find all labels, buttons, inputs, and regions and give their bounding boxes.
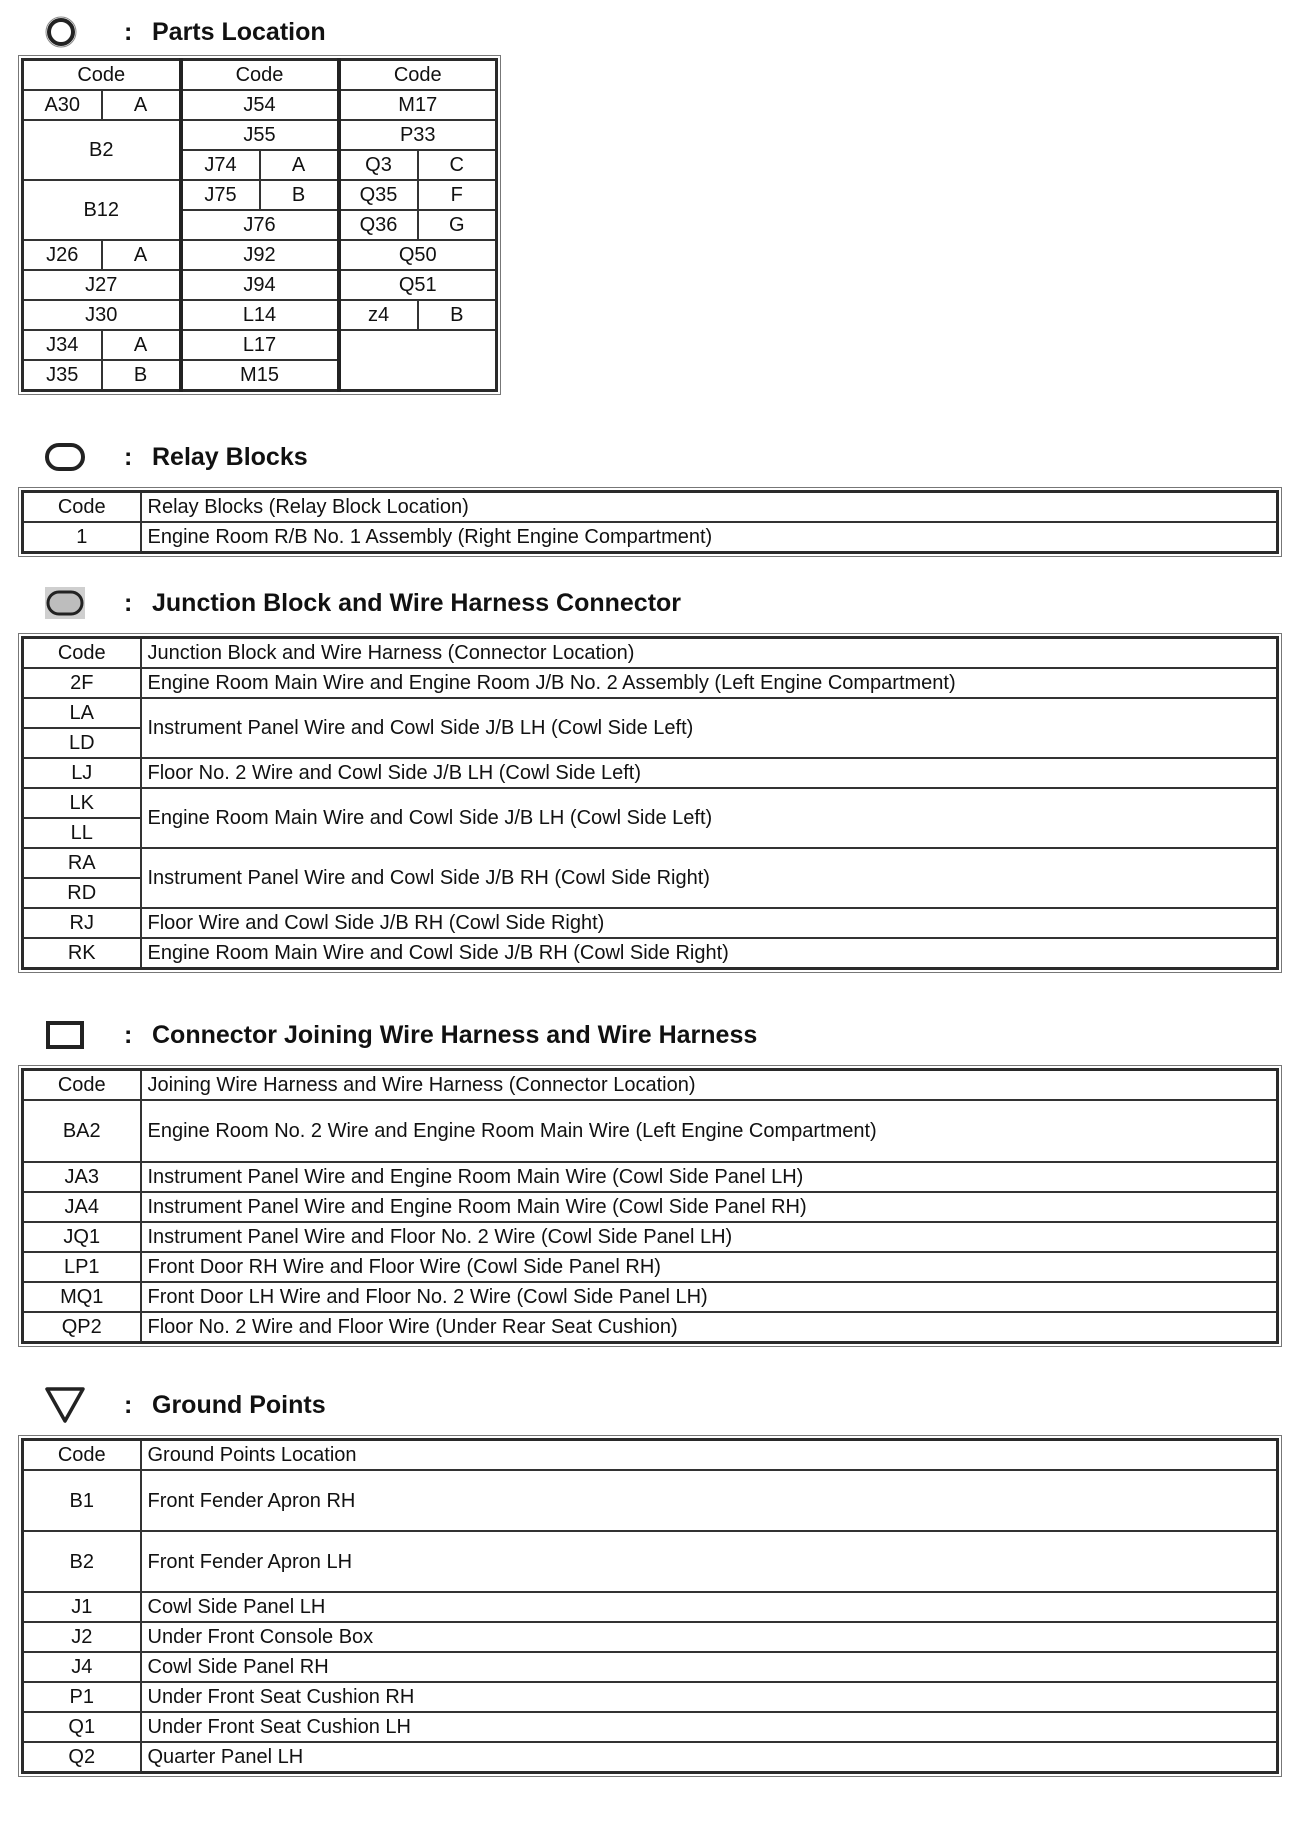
table-row: [23, 1162, 1278, 1192]
code-cell: J54: [181, 90, 339, 120]
code-cell: J34: [23, 330, 102, 360]
desc-header: Junction Block and Wire Harness (Connector Location): [141, 638, 1278, 669]
code-cell: BA2: [23, 1100, 141, 1162]
parts-location-table: [21, 58, 498, 392]
header-colon: :: [124, 589, 133, 617]
table-row: [23, 1312, 1278, 1343]
desc-cell: Engine Room Main Wire and Engine Room J/B No. 2 Assembly (Left Engine Compartment): [141, 668, 1278, 698]
code-cell: Q2: [23, 1742, 141, 1773]
table-row: [23, 698, 1278, 728]
code-cell: JQ1: [23, 1222, 141, 1252]
desc-cell: Instrument Panel Wire and Floor No. 2 Wire (Cowl Side Panel LH): [141, 1222, 1278, 1252]
desc-cell: Front Door RH Wire and Floor Wire (Cowl Side Panel RH): [141, 1252, 1278, 1282]
header-colon: :: [124, 1391, 133, 1419]
code-cell: A30: [23, 90, 102, 120]
code-cell: P1: [23, 1682, 141, 1712]
code-header: Code: [23, 1070, 141, 1101]
table-row: [23, 1712, 1278, 1742]
table-row: [23, 90, 497, 120]
section-title: Parts Location: [152, 18, 326, 46]
code-cell: LJ: [23, 758, 141, 788]
section-title: Relay Blocks: [152, 443, 308, 471]
code-cell: RJ: [23, 908, 141, 938]
table-row: [23, 758, 1278, 788]
code-header: Code: [23, 60, 181, 91]
code-cell: J4: [23, 1652, 141, 1682]
table-row: [23, 300, 497, 330]
code-header: Code: [23, 638, 141, 669]
section-title: Connector Joining Wire Harness and Wire Harness: [152, 1021, 758, 1049]
code-cell: 1: [23, 522, 141, 553]
desc-header: Relay Blocks (Relay Block Location): [141, 492, 1278, 523]
code-cell: J1: [23, 1592, 141, 1622]
table-row: [23, 1652, 1278, 1682]
empty-cell: [339, 330, 497, 391]
shaded-rounded-rect-icon: [44, 586, 86, 620]
code-cell: LL: [23, 818, 141, 848]
code-cell: M15: [181, 360, 339, 391]
code-cell: RK: [23, 938, 141, 969]
table-row: [23, 1070, 1278, 1101]
table-row: [23, 1440, 1278, 1471]
table-row: [23, 180, 497, 210]
sub-cell: A: [102, 240, 181, 270]
table-row: [23, 1742, 1278, 1773]
desc-cell: Engine Room No. 2 Wire and Engine Room Main Wire (Left Engine Compartment): [141, 1100, 1278, 1162]
code-cell: RD: [23, 878, 141, 908]
desc-cell: Instrument Panel Wire and Cowl Side J/B RH (Cowl Side Right): [141, 848, 1278, 908]
code-cell: J35: [23, 360, 102, 391]
table-row: [23, 668, 1278, 698]
square-icon: [44, 1018, 86, 1052]
table-row: [23, 1252, 1278, 1282]
code-cell: J27: [23, 270, 181, 300]
sub-cell: B: [260, 180, 339, 210]
table-row: [23, 240, 497, 270]
table-row: [23, 1682, 1278, 1712]
sub-cell: B: [102, 360, 181, 391]
code-cell: RA: [23, 848, 141, 878]
code-cell: QP2: [23, 1312, 141, 1343]
circle-icon: [44, 15, 78, 49]
triangle-icon: [44, 1386, 86, 1424]
section-title: Ground Points: [152, 1391, 326, 1419]
ground-points-table: [21, 1438, 1279, 1774]
table-row: [23, 120, 497, 150]
code-header: Code: [339, 60, 497, 91]
code-cell: P33: [339, 120, 497, 150]
code-cell: B12: [23, 180, 181, 240]
code-header: Code: [23, 492, 141, 523]
code-cell: Q3: [339, 150, 418, 180]
code-cell: LD: [23, 728, 141, 758]
code-cell: Q35: [339, 180, 418, 210]
code-cell: MQ1: [23, 1282, 141, 1312]
code-header: Code: [181, 60, 339, 91]
desc-cell: Floor No. 2 Wire and Cowl Side J/B LH (Cowl Side Left): [141, 758, 1278, 788]
desc-cell: Engine Room Main Wire and Cowl Side J/B LH (Cowl Side Left): [141, 788, 1278, 848]
sub-cell: G: [418, 210, 497, 240]
code-cell: J55: [181, 120, 339, 150]
desc-header: Joining Wire Harness and Wire Harness (Connector Location): [141, 1070, 1278, 1101]
code-cell: L14: [181, 300, 339, 330]
code-cell: J30: [23, 300, 181, 330]
sub-cell: F: [418, 180, 497, 210]
desc-cell: Floor Wire and Cowl Side J/B RH (Cowl Side Right): [141, 908, 1278, 938]
table-row: [23, 1282, 1278, 1312]
parts-location-header: [0, 15, 600, 49]
sub-cell: A: [102, 330, 181, 360]
header-colon: :: [124, 18, 133, 46]
code-cell: J92: [181, 240, 339, 270]
junction-block-table: [21, 636, 1279, 970]
desc-cell: Quarter Panel LH: [141, 1742, 1278, 1773]
relay-blocks-table: [21, 490, 1279, 554]
code-cell: Q1: [23, 1712, 141, 1742]
desc-header: Ground Points Location: [141, 1440, 1278, 1471]
code-cell: J26: [23, 240, 102, 270]
code-cell: J75: [181, 180, 260, 210]
desc-cell: Engine Room R/B No. 1 Assembly (Right Engine Compartment): [141, 522, 1278, 553]
table-row: [23, 492, 1278, 523]
desc-cell: Under Front Seat Cushion LH: [141, 1712, 1278, 1742]
sub-cell: C: [418, 150, 497, 180]
code-cell: B2: [23, 120, 181, 180]
table-row: [23, 788, 1278, 818]
table-row: [23, 908, 1278, 938]
code-cell: L17: [181, 330, 339, 360]
desc-cell: Cowl Side Panel RH: [141, 1652, 1278, 1682]
table-row: [23, 60, 497, 91]
desc-cell: Front Fender Apron LH: [141, 1531, 1278, 1592]
code-cell: J76: [181, 210, 339, 240]
code-cell: LK: [23, 788, 141, 818]
code-cell: B2: [23, 1531, 141, 1592]
table-row: [23, 330, 497, 360]
code-cell: Q36: [339, 210, 418, 240]
code-cell: J2: [23, 1622, 141, 1652]
table-row: [23, 522, 1278, 553]
rounded-rect-icon: [44, 440, 86, 474]
table-row: [23, 1192, 1278, 1222]
code-header: Code: [23, 1440, 141, 1471]
table-row: [23, 270, 497, 300]
code-cell: 2F: [23, 668, 141, 698]
section-title: Junction Block and Wire Harness Connector: [152, 589, 682, 617]
header-colon: :: [124, 1021, 133, 1049]
connector-joining-header: [0, 1018, 1000, 1052]
desc-cell: Front Fender Apron RH: [141, 1470, 1278, 1531]
desc-cell: Cowl Side Panel LH: [141, 1592, 1278, 1622]
junction-block-header: [0, 586, 1000, 620]
code-cell: Q51: [339, 270, 497, 300]
desc-cell: Instrument Panel Wire and Engine Room Main Wire (Cowl Side Panel LH): [141, 1162, 1278, 1192]
code-cell: JA3: [23, 1162, 141, 1192]
table-row: [23, 1622, 1278, 1652]
desc-cell: Engine Room Main Wire and Cowl Side J/B RH (Cowl Side Right): [141, 938, 1278, 969]
sub-cell: A: [102, 90, 181, 120]
table-row: [23, 1222, 1278, 1252]
header-colon: :: [124, 443, 133, 471]
code-cell: B1: [23, 1470, 141, 1531]
code-cell: J74: [181, 150, 260, 180]
table-row: [23, 848, 1278, 878]
desc-cell: Floor No. 2 Wire and Floor Wire (Under Rear Seat Cushion): [141, 1312, 1278, 1343]
table-row: [23, 1531, 1278, 1592]
desc-cell: Instrument Panel Wire and Engine Room Main Wire (Cowl Side Panel RH): [141, 1192, 1278, 1222]
table-row: [23, 1470, 1278, 1531]
code-cell: J94: [181, 270, 339, 300]
code-cell: z4: [339, 300, 418, 330]
table-row: [23, 638, 1278, 669]
table-row: [23, 1100, 1278, 1162]
sub-cell: B: [418, 300, 497, 330]
desc-cell: Instrument Panel Wire and Cowl Side J/B LH (Cowl Side Left): [141, 698, 1278, 758]
desc-cell: Front Door LH Wire and Floor No. 2 Wire (Cowl Side Panel LH): [141, 1282, 1278, 1312]
table-row: [23, 1592, 1278, 1622]
sub-cell: A: [260, 150, 339, 180]
ground-points-header: [0, 1388, 800, 1422]
code-cell: M17: [339, 90, 497, 120]
code-cell: LP1: [23, 1252, 141, 1282]
code-cell: LA: [23, 698, 141, 728]
code-cell: Q50: [339, 240, 497, 270]
connector-joining-table: [21, 1068, 1279, 1344]
desc-cell: Under Front Console Box: [141, 1622, 1278, 1652]
table-row: [23, 938, 1278, 969]
desc-cell: Under Front Seat Cushion RH: [141, 1682, 1278, 1712]
code-cell: JA4: [23, 1192, 141, 1222]
relay-blocks-header: [0, 440, 800, 474]
